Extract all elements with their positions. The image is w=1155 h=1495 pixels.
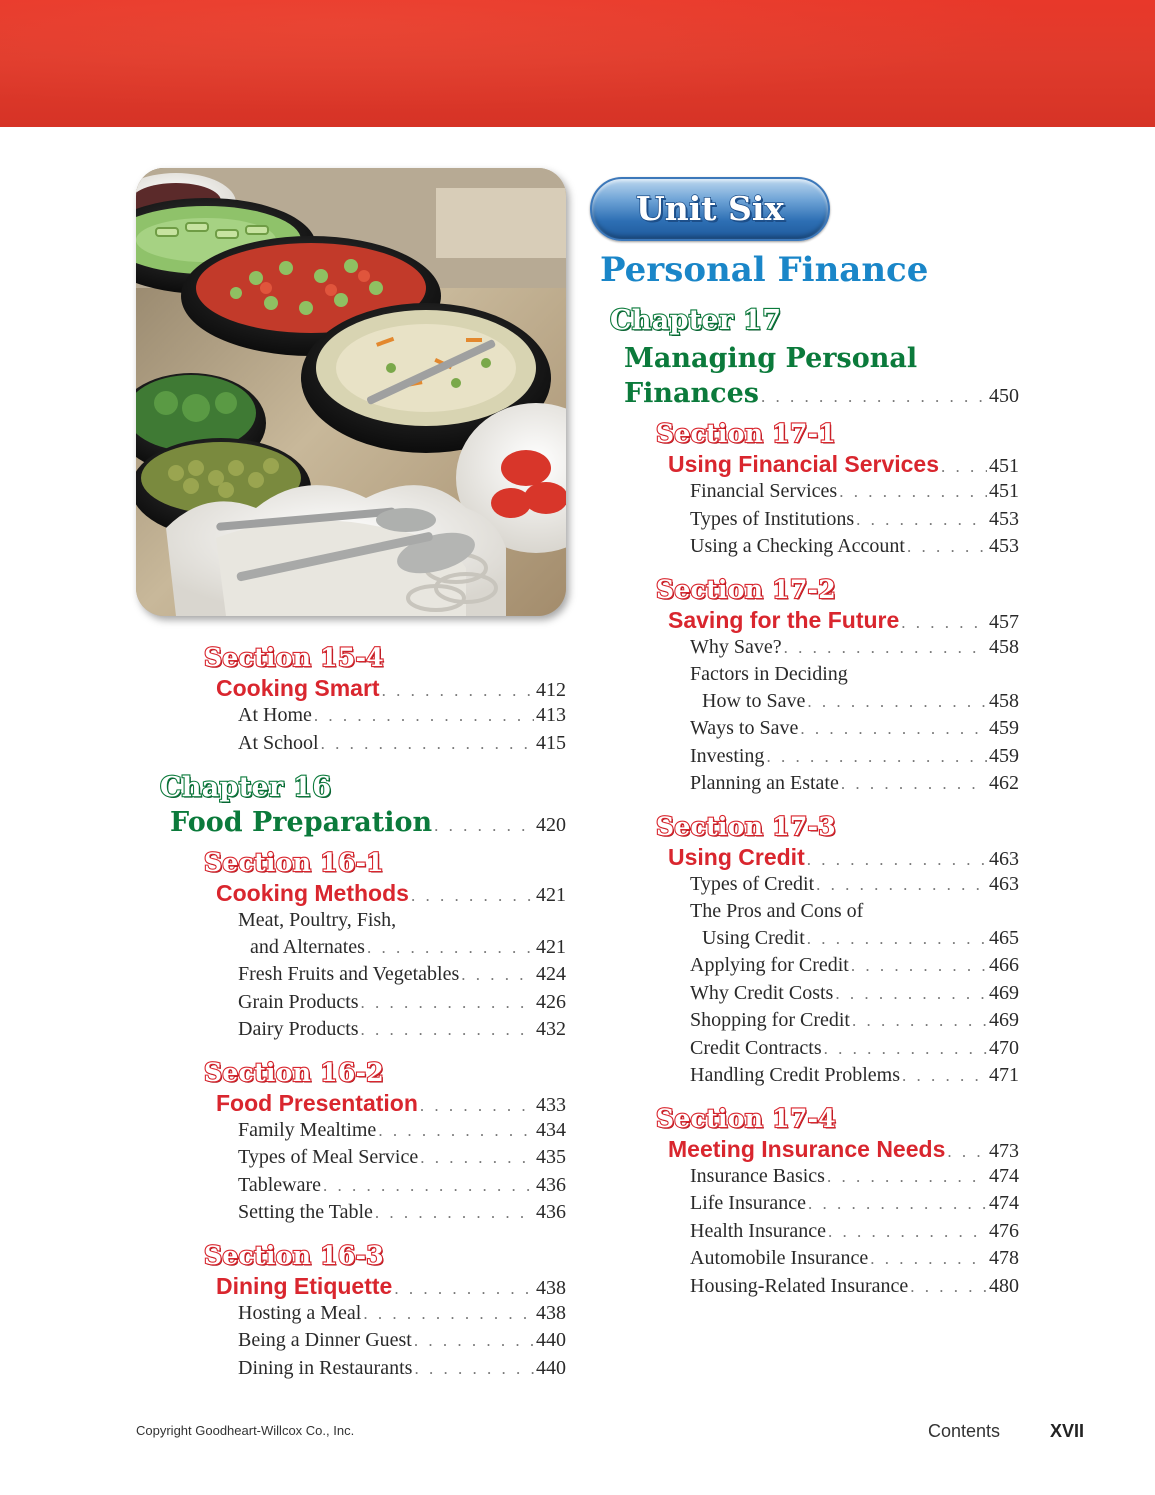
page-number: 453 [989, 507, 1019, 530]
entry-text: Types of Institutions [690, 507, 855, 530]
entry-text: Cooking Methods [216, 880, 409, 906]
entry-text: Meeting Insurance Needs [668, 1135, 946, 1162]
toc-entry-topic[interactable] [238, 1016, 566, 1044]
page-number: 466 [989, 954, 1019, 976]
leader-dots [816, 872, 987, 899]
leader-dots [766, 744, 987, 771]
entry-text: Fresh Fruits and Vegetables [238, 963, 460, 985]
entry-text: Health Insurance [690, 1219, 827, 1242]
page-number: 412 [536, 679, 566, 701]
copyright-notice: Copyright Goodheart-Willcox Co., Inc. [136, 1423, 355, 1438]
toc-entry-topic[interactable] [690, 770, 1019, 798]
toc-entry-chapter-title[interactable] [170, 807, 566, 838]
toc-entry-topic-line[interactable] [690, 898, 1019, 925]
page-number: 471 [989, 1064, 1019, 1086]
page-number: 440 [536, 1329, 566, 1351]
leader-dots [761, 387, 987, 407]
toc-entry-topic[interactable] [690, 871, 1019, 899]
toc-entry-section-title[interactable] [668, 451, 1019, 478]
entry-text: At School [238, 731, 319, 754]
toc-entry-section-title[interactable] [216, 1273, 566, 1300]
toc-entry-topic[interactable] [690, 743, 1019, 771]
page-number: 463 [989, 872, 1019, 895]
toc-entry-section-title[interactable] [216, 1090, 566, 1117]
leader-dots [807, 689, 987, 716]
toc-entry-section-title[interactable] [668, 1136, 1019, 1163]
page-number: 413 [536, 704, 566, 726]
leader-dots [784, 635, 987, 662]
leader-dots [367, 935, 534, 962]
entry-text: Meat, Poultry, Fish, [238, 909, 397, 931]
page-number: 415 [536, 731, 566, 754]
leader-dots [852, 1008, 987, 1035]
leader-dots [824, 1036, 987, 1063]
toc-entry-topic[interactable] [690, 478, 1019, 506]
entry-text: Investing [690, 744, 765, 767]
page-number: 451 [989, 455, 1019, 477]
toc-entry-topic[interactable] [690, 1163, 1019, 1191]
page-number: 458 [989, 635, 1019, 658]
footer-page-number: XVII [1050, 1421, 1085, 1441]
page-number: 470 [989, 1036, 1019, 1059]
entry-text: Types of Meal Service [238, 1146, 419, 1168]
leader-dots [910, 1274, 987, 1301]
page-number: 473 [989, 1139, 1019, 1162]
leader-dots [434, 816, 534, 836]
leader-dots [808, 1191, 987, 1218]
entry-text: Ways to Save [690, 717, 799, 739]
toc-entry-topic[interactable] [690, 925, 1019, 953]
toc-entry-topic[interactable] [690, 715, 1019, 743]
unit-title: Personal Finance [600, 250, 929, 290]
entry-text: Food Preparation [170, 807, 433, 838]
leader-dots [807, 850, 987, 870]
toc-entry-section-title[interactable] [216, 880, 566, 907]
leader-dots [828, 1219, 987, 1246]
leader-dots [411, 886, 534, 906]
page-number: 469 [989, 981, 1019, 1004]
page-number: 424 [536, 963, 566, 985]
page-number: 465 [989, 926, 1019, 949]
section-label: Section 16-1 [204, 848, 384, 877]
section-label: Section 17-2 [656, 574, 836, 604]
toc-entry-topic[interactable] [238, 702, 566, 730]
page-number: 474 [989, 1164, 1019, 1187]
entry-text: Being a Dinner Guest [238, 1329, 412, 1351]
salad-bar-image [136, 168, 566, 616]
unit-badge [590, 177, 830, 241]
toc-entry-topic[interactable] [690, 506, 1019, 534]
entry-text: and Alternates [250, 935, 365, 958]
leader-dots [394, 1279, 534, 1299]
toc-entry-topic[interactable] [238, 1327, 566, 1355]
entry-text: Finances [624, 378, 759, 409]
page-number: 463 [989, 847, 1019, 870]
entry-text: Using Credit [702, 926, 805, 949]
page-number: 459 [989, 717, 1019, 739]
toc-entry-topic[interactable] [690, 952, 1019, 980]
leader-dots [835, 981, 987, 1008]
entry-text: Setting the Table [238, 1201, 373, 1223]
leader-dots [856, 507, 987, 534]
entry-text: Housing-Related Insurance [690, 1274, 909, 1297]
page-number: 457 [989, 610, 1019, 633]
leader-dots [363, 1301, 534, 1328]
leader-dots [461, 962, 534, 989]
toc-entry-topic[interactable] [690, 980, 1019, 1008]
entry-text: Hosting a Meal [238, 1301, 362, 1324]
page-number: 435 [536, 1146, 566, 1168]
toc-entry-topic[interactable] [238, 1199, 566, 1227]
toc-right-column [600, 306, 1019, 1300]
entry-text: Handling Credit Problems [690, 1064, 900, 1086]
toc-entry-topic[interactable] [690, 1190, 1019, 1218]
entry-text: Using Financial Services [668, 451, 940, 477]
toc-entry-topic[interactable] [690, 688, 1019, 716]
page-number: 474 [989, 1192, 1019, 1214]
entry-text: Insurance Basics [690, 1164, 825, 1187]
leader-dots [901, 613, 987, 633]
leader-dots [414, 1356, 534, 1383]
page-number: 476 [989, 1219, 1019, 1242]
entry-text: Shopping for Credit [690, 1009, 850, 1031]
toc-entry-section-title[interactable] [668, 844, 1019, 871]
entry-text: At Home [238, 704, 312, 726]
leader-dots [420, 1145, 534, 1172]
leader-dots [870, 1246, 987, 1273]
toc-entry-section-title[interactable] [216, 675, 566, 702]
entry-text: Credit Contracts [690, 1036, 822, 1059]
toc-entry-topic[interactable] [238, 730, 566, 758]
leader-dots [841, 771, 987, 798]
entry-text: Dining in Restaurants [238, 1356, 413, 1379]
leader-dots [361, 990, 534, 1017]
page-number: 426 [536, 990, 566, 1013]
entry-text: Planning an Estate [690, 772, 839, 794]
leader-dots [420, 1096, 534, 1116]
entry-text: Dairy Products [238, 1018, 359, 1040]
leader-dots [361, 1017, 534, 1044]
toc-entry-topic[interactable] [238, 989, 566, 1017]
leader-dots [321, 731, 534, 758]
chapter-title-line[interactable]: Managing Personal [624, 343, 918, 374]
leader-dots [314, 703, 534, 730]
toc-entry-topic[interactable] [690, 1245, 1019, 1273]
page-number: 436 [536, 1201, 566, 1223]
page-number: 459 [989, 744, 1019, 767]
page-number: 433 [536, 1093, 566, 1116]
section-label: Section 17-3 [656, 811, 836, 841]
entry-text: Using Credit [668, 843, 805, 870]
toc-entry-topic[interactable] [238, 1117, 566, 1145]
entry-text: Types of Credit [690, 872, 815, 895]
toc-entry-topic-line[interactable] [690, 661, 1019, 688]
toc-entry-topic[interactable] [238, 961, 566, 989]
toc-entry-topic[interactable] [238, 1144, 566, 1172]
entry-text: Using a Checking Account [690, 535, 905, 557]
leader-dots [839, 479, 987, 506]
section-label: Section 17-4 [656, 1103, 836, 1133]
toc-left-column [160, 643, 566, 1382]
leader-dots [827, 1164, 987, 1191]
page-number: 436 [536, 1173, 566, 1196]
toc-entry-topic[interactable] [238, 1172, 566, 1200]
footer-contents-label: Contents [928, 1421, 1001, 1441]
toc-entry-topic[interactable] [690, 1273, 1019, 1301]
leader-dots [378, 1118, 534, 1145]
page-number: 434 [536, 1118, 566, 1141]
toc-entry-chapter-title[interactable] [624, 378, 1019, 409]
page-number: 462 [989, 772, 1019, 794]
entry-text: Factors in Deciding [690, 663, 848, 685]
page-number: 451 [989, 480, 1019, 502]
toc-entry-topic[interactable] [690, 634, 1019, 662]
leader-dots [851, 953, 987, 980]
section-label: Section 17-1 [656, 419, 836, 448]
toc-entry-topic[interactable] [690, 1218, 1019, 1246]
section-label: Section 16-2 [204, 1057, 384, 1087]
page-number: 450 [989, 385, 1019, 407]
toc-entry-topic[interactable] [690, 1035, 1019, 1063]
leader-dots [907, 534, 987, 561]
leader-dots [800, 716, 987, 743]
page-number: 421 [536, 935, 566, 958]
page-number: 432 [536, 1018, 566, 1040]
toc-entry-section-title[interactable] [668, 607, 1019, 634]
leader-dots [382, 681, 534, 701]
entry-text: Automobile Insurance [690, 1247, 869, 1269]
leader-dots [941, 457, 987, 477]
page-number: 478 [989, 1247, 1019, 1269]
section-label: Section 16-3 [204, 1240, 384, 1270]
toc-entry-topic-line[interactable] [238, 907, 566, 934]
leader-dots [375, 1200, 534, 1227]
leader-dots [947, 1142, 987, 1162]
entry-text: Financial Services [690, 480, 838, 502]
entry-text: Applying for Credit [690, 954, 849, 976]
page-number: 440 [536, 1356, 566, 1379]
leader-dots [414, 1328, 534, 1355]
entry-text: Why Credit Costs [690, 981, 834, 1004]
entry-text: The Pros and Cons of [690, 900, 864, 922]
entry-text: Dining Etiquette [216, 1272, 393, 1299]
entry-text: Grain Products [238, 990, 359, 1013]
entry-text: Why Save? [690, 635, 782, 658]
chapter-label: Chapter 17 [610, 305, 782, 336]
page-number: 480 [989, 1274, 1019, 1297]
toc-entry-topic[interactable] [690, 533, 1019, 561]
toc-entry-topic[interactable] [238, 934, 566, 962]
page-number: 421 [536, 884, 566, 906]
chapter-label: Chapter 16 [160, 772, 332, 803]
unit-badge-label: Unit Six [635, 189, 785, 228]
page-number: 420 [536, 814, 566, 836]
entry-text: Food Presentation [216, 1089, 418, 1116]
toc-entry-topic[interactable] [690, 1007, 1019, 1035]
toc-entry-topic[interactable] [238, 1355, 566, 1383]
page-number: 458 [989, 689, 1019, 712]
top-banner [0, 0, 1155, 127]
toc-entry-topic[interactable] [690, 1062, 1019, 1090]
entry-text: Tableware [238, 1173, 321, 1196]
page-number: 438 [536, 1301, 566, 1324]
leader-dots [807, 926, 987, 953]
section-label: Section 15-4 [204, 643, 384, 672]
leader-dots [902, 1063, 987, 1090]
entry-text: How to Save [702, 689, 806, 712]
entry-text: Family Mealtime [238, 1118, 377, 1141]
page-number: 453 [989, 535, 1019, 557]
entry-text: Cooking Smart [216, 675, 380, 701]
entry-text: Saving for the Future [668, 606, 900, 633]
entry-text: Life Insurance [690, 1192, 807, 1214]
page-number: 438 [536, 1276, 566, 1299]
toc-entry-topic[interactable] [238, 1300, 566, 1328]
leader-dots [323, 1173, 534, 1200]
page-number: 469 [989, 1009, 1019, 1031]
